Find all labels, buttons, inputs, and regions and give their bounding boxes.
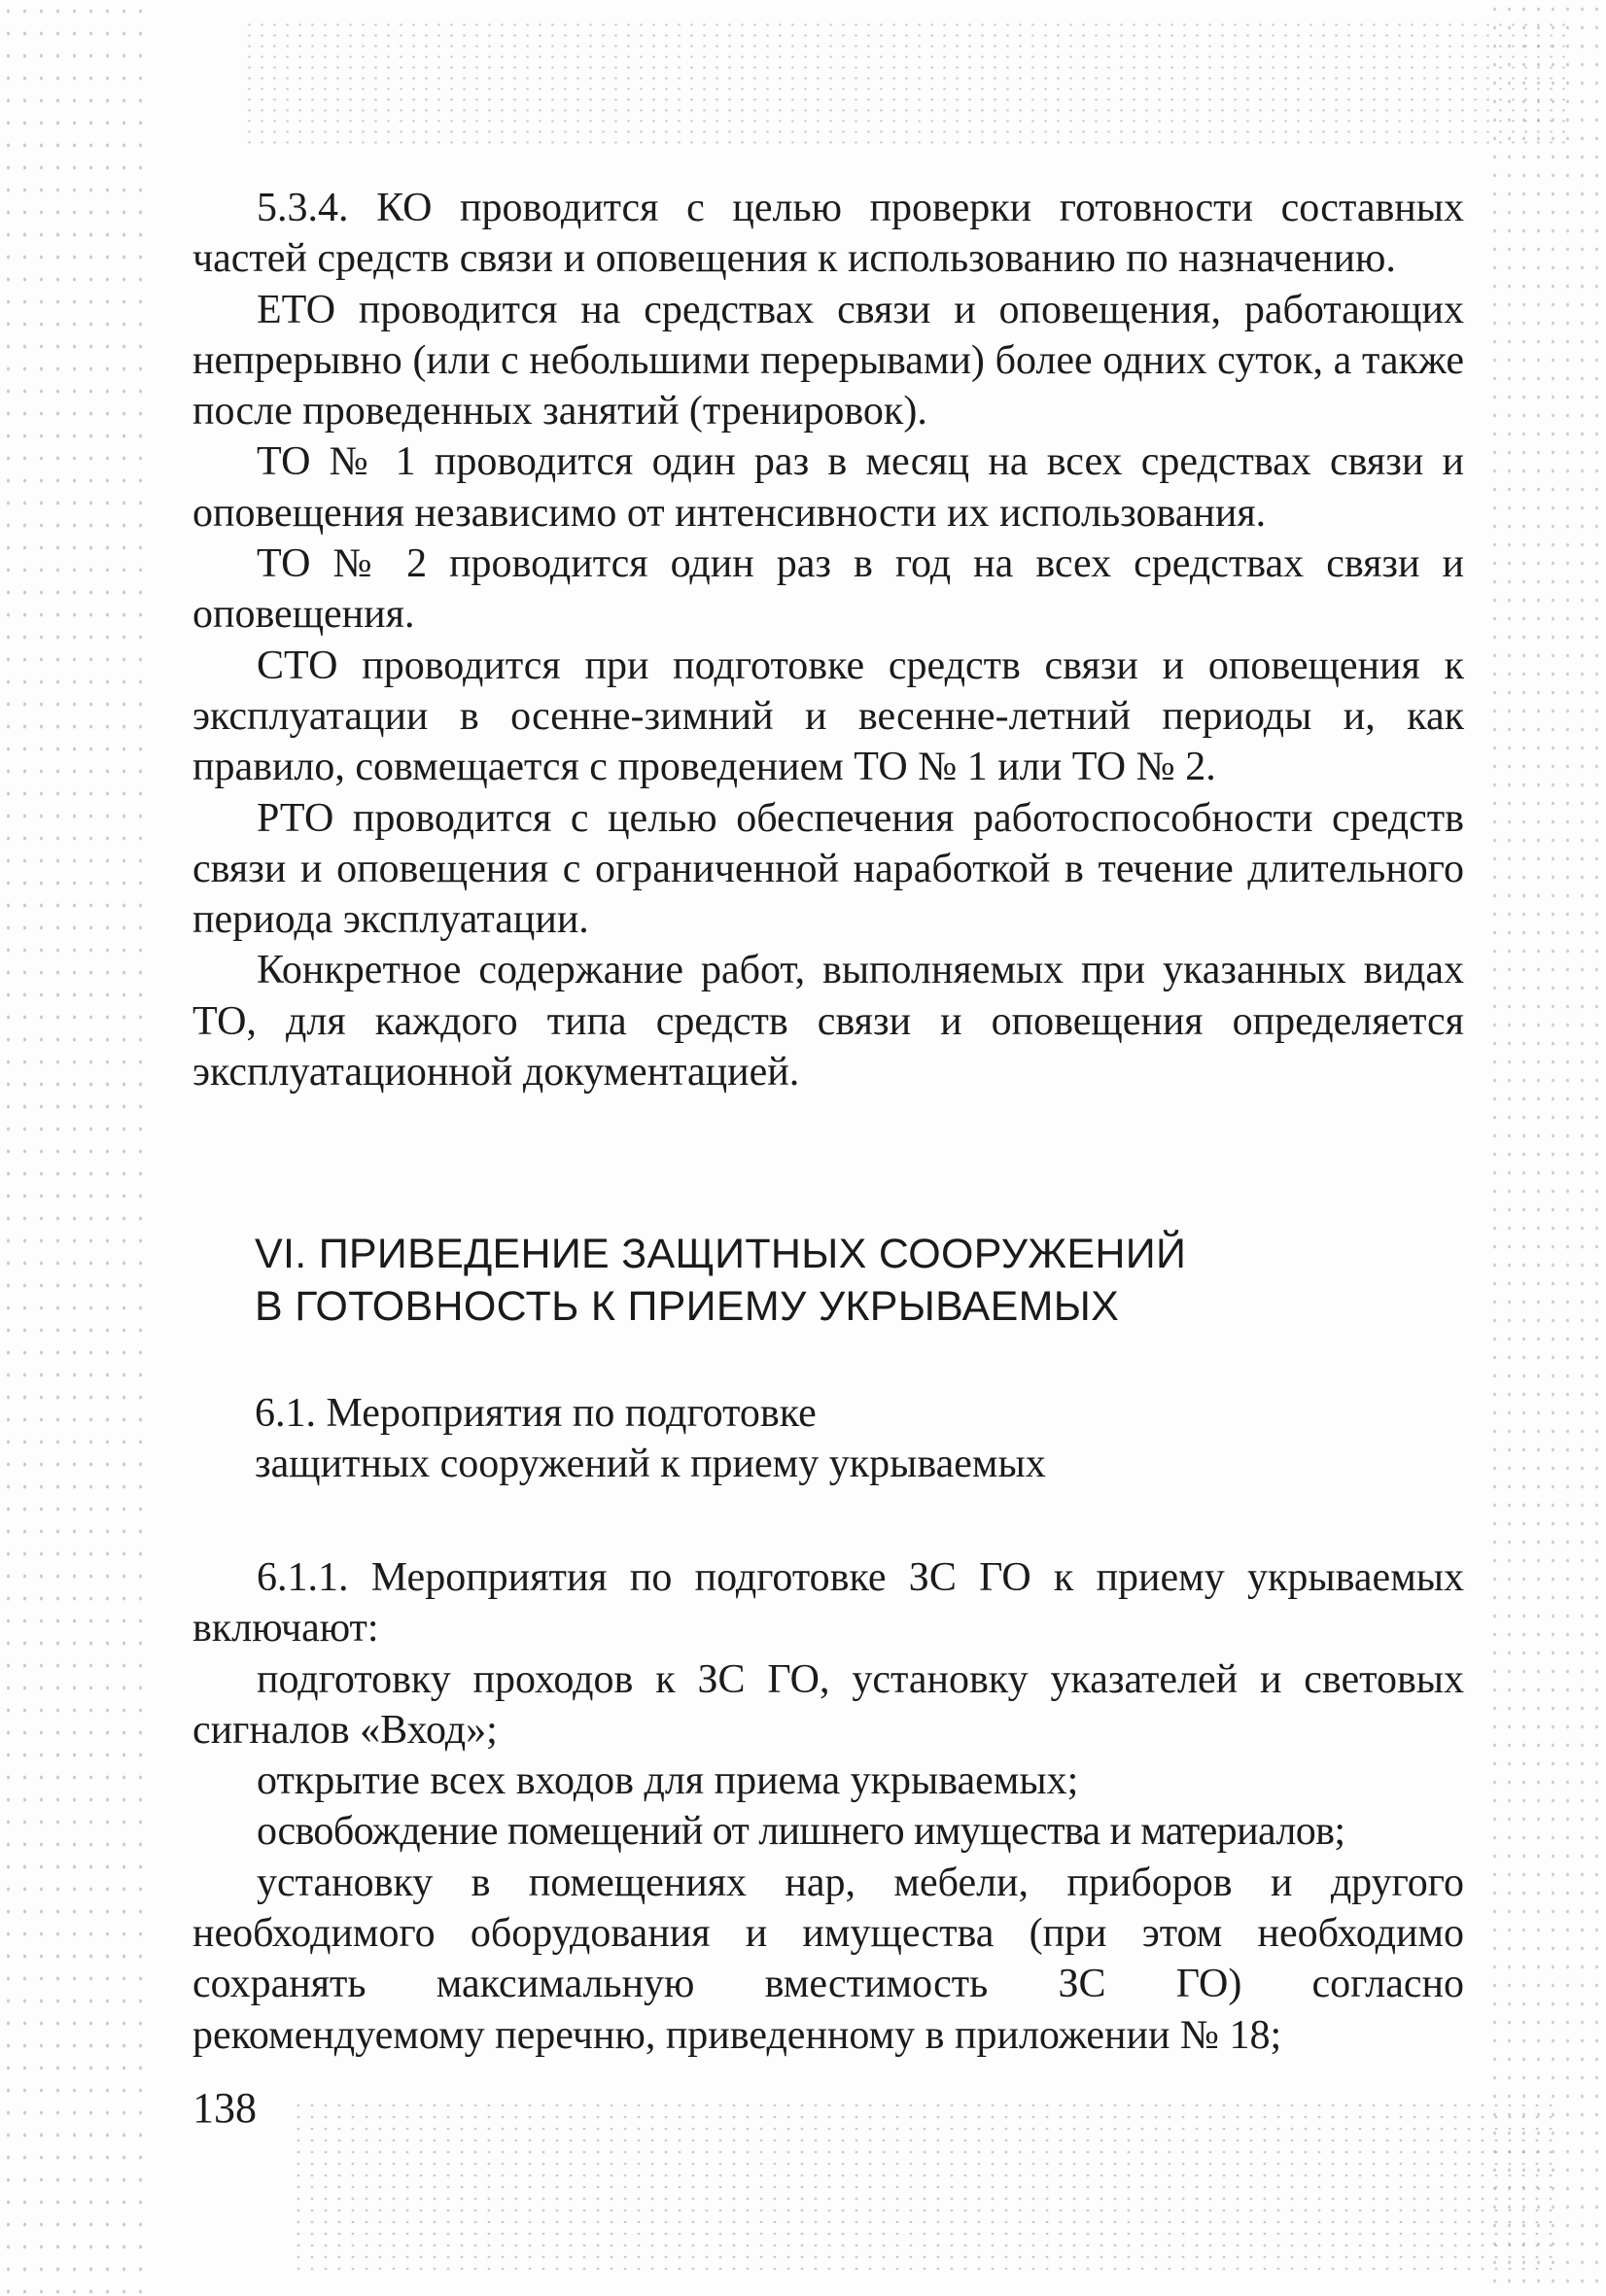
subsection-heading: [255, 1388, 1324, 1489]
list-item-passages: подготовку проходов к ЗС ГО, установку указателей и световых сигналов «Вход»;: [192, 1656, 1464, 1753]
list-item-clearing: освобождение помещений от лишнего имущества и материалов;: [257, 1809, 1345, 1855]
section-heading: [255, 1228, 1421, 1333]
subsection-heading-line1: 6.1. Мероприятия по подготовке: [255, 1391, 817, 1436]
section-heading-line2: В ГОТОВНОСТЬ К ПРИЕМУ УКРЫВАЕМЫХ: [255, 1283, 1120, 1330]
list-item-installation: установку в помещениях нар, мебели, приборов и другого необходимого оборудования и имущества (при этом необходимо сохранять максимальную вместимость ЗС ГО) согласно рекомендуемому перечню, приведенному в приложении № 18;: [192, 1860, 1464, 2058]
paragraph-to2: ТО № 2 проводится один раз в год на всех средствах связи и оповещения.: [192, 541, 1464, 638]
body-text-bottom: [192, 1552, 1464, 2061]
subsection-heading-line2: защитных сооружений к приему укрываемых: [255, 1442, 1046, 1486]
scan-noise-bottom: [292, 2100, 1555, 2275]
paragraph-eto: ЕТО проводится на средствах связи и оповещения, работающих непрерывно (или с небольшими перерывами) более одних суток, а также после проведенных занятий (тренировок).: [192, 287, 1464, 435]
paragraph-to1: ТО № 1 проводится один раз в месяц на всех средствах связи и оповещения независимо от интенсивности их использования.: [192, 439, 1464, 536]
paragraph-sto: СТО проводится при подготовке средств связи и оповещения к эксплуатации в осенне-зимний и весенне-летний периоды и, как правило, совмещается с проведением ТО № 1 или ТО № 2.: [192, 643, 1464, 790]
scan-noise-top: [243, 19, 1565, 146]
paragraph-6-1-1: 6.1.1. Мероприятия по подготовке ЗС ГО к приему укрываемых включают:: [192, 1555, 1464, 1652]
section-heading-line1: VI. ПРИВЕДЕНИЕ ЗАЩИТНЫХ СООРУЖЕНИЙ: [255, 1231, 1187, 1277]
scan-noise-right: [1487, 0, 1606, 2296]
list-item-entrances: открытие всех входов для приема укрываемых;: [257, 1758, 1079, 1804]
paragraph-content: Конкретное содержание работ, выполняемых при указанных видах ТО, для каждого типа средств связи и оповещения определяется эксплуатационной документацией.: [192, 948, 1464, 1096]
page-number: 138: [192, 2084, 257, 2132]
scan-noise-left: [0, 0, 146, 2296]
paragraph-5-3-4: 5.3.4. КО проводится с целью проверки готовности составных частей средств связи и оповещения к использованию по назначению.: [192, 186, 1464, 282]
body-text-top: [192, 183, 1464, 1097]
paragraph-rto: РТО проводится с целью обеспечения работоспособности средств связи и оповещения с ограниченной наработкой в течение длительного периода эксплуатации.: [192, 795, 1464, 943]
